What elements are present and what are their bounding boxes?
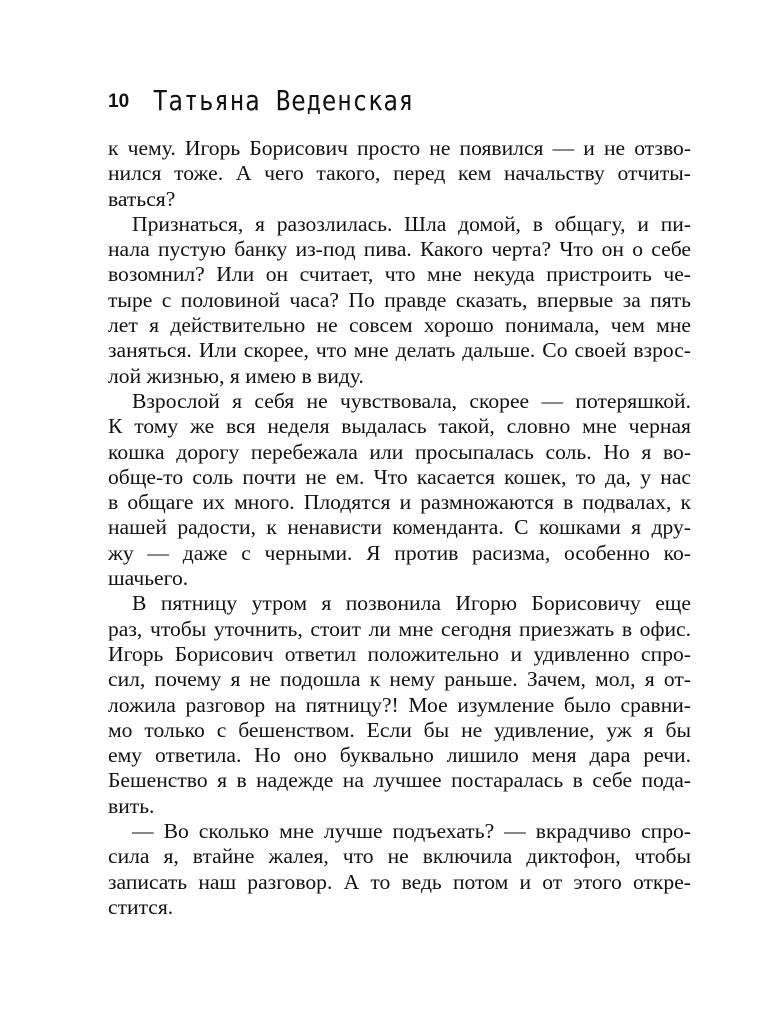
text-line: тыре с половиной часа? По правде сказать, впервые за пять bbox=[108, 287, 691, 312]
text-line: к чему. Игорь Борисович просто не появился — и не отзво- bbox=[108, 136, 691, 160]
text-line: Взрослой я себя не чувствовала, скорее — потеряшкой. bbox=[132, 388, 691, 413]
text-line: ложила разговор на пятницу?! Мое изумление было сравни- bbox=[108, 692, 691, 717]
text-line: В пятницу утром я позвонила Игорю Борисовичу еще bbox=[132, 591, 691, 616]
text-line: заняться. Или скорее, что мне делать дальше. Со своей взрос- bbox=[108, 338, 691, 363]
text-line: шачьего. bbox=[108, 566, 189, 591]
text-line: ему ответила. Но оно буквально лишило меня дара речи. bbox=[108, 743, 691, 768]
text-line: обще-то соль почти не ем. Что касается кошек, то да, у нас bbox=[108, 464, 691, 489]
text-line: Признаться, я разозлилась. Шла домой, в общагу, и пи- bbox=[132, 211, 691, 236]
text-line: вить. bbox=[108, 793, 155, 818]
text-line: К тому же вся неделя выдалась такой, словно мне черная bbox=[108, 414, 691, 439]
text-line: возомнил? Или он считает, что мне некуда пристроить че- bbox=[108, 262, 691, 287]
text-line: нашей радости, к ненависти коменданта. С кошками я дру- bbox=[108, 515, 691, 540]
text-line: стится. bbox=[108, 894, 174, 919]
text-line: Игорь Борисович ответил положительно и удивленно спро- bbox=[108, 641, 691, 666]
text-line: записать наш разговор. А то ведь потом и от этого откре- bbox=[108, 869, 691, 894]
text-line: ваться? bbox=[108, 186, 176, 211]
body-text bbox=[108, 136, 691, 920]
text-line: нала пустую банку из-под пива. Какого черта? Что он о себе bbox=[108, 237, 691, 262]
page-number: 10 bbox=[108, 91, 130, 112]
text-line: жу — даже с черными. Я против расизма, особенно ко- bbox=[108, 540, 691, 565]
text-line: — Во сколько мне лучше подъехать? — вкрадчиво спро- bbox=[132, 819, 691, 844]
text-line: мо только с бешенством. Если бы не удивление, уж я бы bbox=[108, 717, 691, 742]
text-line: кошка дорогу перебежала или просыпалась соль. Но я во- bbox=[108, 439, 691, 464]
page-header bbox=[108, 84, 457, 116]
text-line: сил, почему я не подошла к нему раньше. Зачем, мол, я от- bbox=[108, 667, 691, 692]
text-line: лой жизнью, я имею в виду. bbox=[108, 363, 364, 388]
text-line: сила я, втайне жалея, что не включила диктофон, чтобы bbox=[108, 844, 691, 869]
text-line: в общаге их много. Плодятся и размножаются в подвалах, к bbox=[108, 490, 691, 515]
text-line: Бешенство я в надежде на лучшее постаралась в себе пода- bbox=[108, 768, 691, 793]
text-line: лет я действительно не совсем хорошо понимала, чем мне bbox=[108, 313, 691, 338]
running-head-author: Татьяна Веденская bbox=[153, 84, 415, 117]
text-line: нился тоже. А чего такого, перед кем начальству отчиты- bbox=[108, 161, 691, 186]
text-line: раз, чтобы уточнить, стоит ли мне сегодня приезжать в офис. bbox=[108, 616, 691, 641]
